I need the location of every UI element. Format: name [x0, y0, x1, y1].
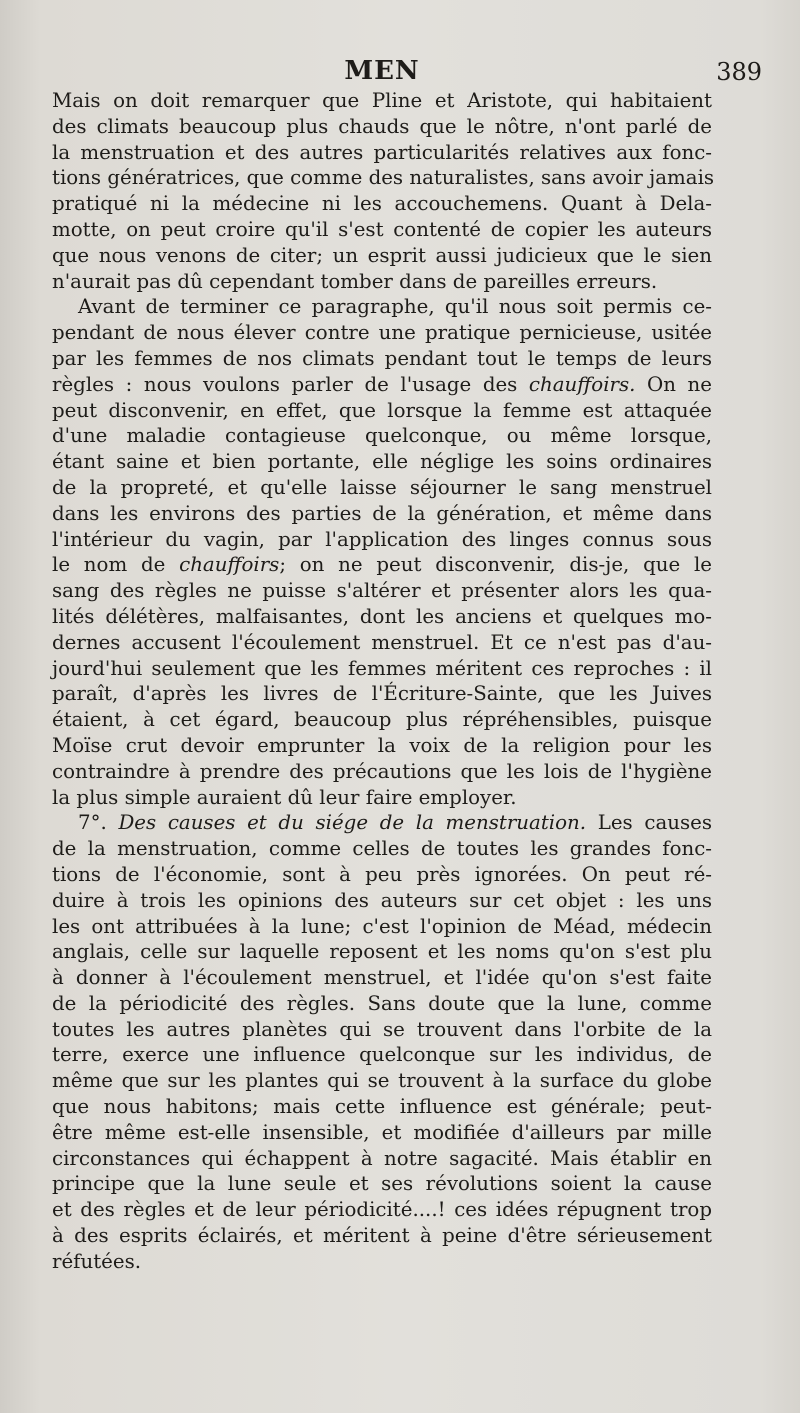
text-line: lités délétères, malfaisantes, dont les anciens et quelques mo- — [52, 604, 712, 628]
text-line: étaient, à cet égard, beaucoup plus répréhensibles, puisque — [52, 708, 712, 732]
text-line: être même est-elle insensible, et modifiée d'ailleurs par mille — [52, 1120, 712, 1144]
text-line: tions de l'économie, sont à peu près ignorées. On peut ré- — [52, 862, 712, 886]
text-line: les ont attribuées à la lune; c'est l'opinion de Méad, médecin — [52, 914, 712, 938]
text-line: de la menstruation, comme celles de toutes les grandes fonc- — [52, 837, 712, 861]
text-line: Moïse crut devoir emprunter la voix de la religion pour les — [52, 733, 712, 757]
text-line: de la périodicité des règles. Sans doute que la lune, comme — [52, 991, 712, 1015]
text-line: étant saine et bien portante, elle néglige les soins ordinaires — [52, 450, 712, 474]
text-line: dans les environs des parties de la génération, et même dans — [52, 501, 712, 525]
text-line: par les femmes de nos climats pendant tout le temps de leurs — [52, 346, 712, 370]
text-line: que nous habitons; mais cette influence est générale; peut- — [52, 1095, 712, 1119]
text-line: et des règles et de leur périodicité....! ces idées répugnent trop — [52, 1198, 712, 1222]
text-line: des climats beaucoup plus chauds que le nôtre, n'ont parlé de — [52, 114, 712, 138]
body-text — [52, 88, 715, 1275]
text-line: principe que la lune seule et ses révolutions soient la cause — [52, 1172, 712, 1196]
italic-text: Des causes et du siége de la menstruation. — [118, 811, 587, 835]
text-line: peut disconvenir, en effet, que lorsque la femme est attaquée — [52, 398, 712, 422]
text-line: anglais, celle sur laquelle reposent et les noms qu'on s'est plu — [52, 940, 712, 964]
text-line: dernes accusent l'écoulement menstruel. Et ce n'est pas d'au- — [52, 630, 712, 654]
italic-text: chauffoirs — [179, 553, 280, 577]
text-line: toutes les autres planètes qui se trouvent dans l'orbite de la — [52, 1017, 712, 1041]
text-line: réfutées. — [52, 1249, 142, 1273]
text-line: la menstruation et des autres particularités relatives aux fonc- — [52, 140, 712, 164]
text-line: à des esprits éclairés, et méritent à peine d'être sérieusement — [52, 1224, 712, 1248]
text-line: même que sur les plantes qui se trouvent à la surface du globe — [52, 1069, 712, 1093]
text-line: règles : nous voulons parler de l'usage des chauffoirs. On ne — [52, 372, 712, 396]
text-line: n'aurait pas dû cependant tomber dans de pareilles erreurs. — [52, 269, 658, 293]
text-line: circonstances qui échappent à notre sagacité. Mais établir en — [52, 1146, 712, 1170]
text-line: pendant de nous élever contre une pratique pernicieuse, usitée — [52, 321, 712, 345]
text-line: que nous venons de citer; un esprit aussi judicieux que le sien — [52, 243, 712, 267]
text-line: d'une maladie contagieuse quelconque, ou même lorsque, — [52, 424, 712, 448]
text-line: le nom de chauffoirs; on ne peut disconvenir, dis-je, que le — [52, 553, 712, 577]
text-line: 7°. Des causes et du siége de la menstruation. Les causes — [78, 811, 712, 835]
text-line: l'intérieur du vagin, par l'application des linges connus sous — [52, 527, 712, 551]
page-header — [52, 56, 762, 90]
text-line: duire à trois les opinions des auteurs sur cet objet : les uns — [52, 888, 712, 912]
text-line: terre, exerce une influence quelconque sur les individus, de — [52, 1043, 712, 1067]
running-title: MEN — [344, 56, 420, 86]
text-line: de la propreté, et qu'elle laisse séjourner le sang menstruel — [52, 475, 712, 499]
italic-text: chauffoirs. — [528, 372, 636, 396]
page-number: 389 — [716, 58, 762, 86]
text-line: motte, on peut croire qu'il s'est contenté de copier les auteurs — [52, 217, 712, 241]
text-line: pratiqué ni la médecine ni les accouchemens. Quant à Dela- — [52, 192, 712, 216]
text-line: à donner à l'écoulement menstruel, et l'idée qu'on s'est faite — [52, 966, 712, 990]
text-line: paraît, d'après les livres de l'Écriture-Sainte, que les Juives — [52, 682, 712, 706]
text-line: jourd'hui seulement que les femmes méritent ces reproches : il — [52, 656, 712, 680]
text-line: Mais on doit remarquer que Pline et Aristote, qui habitaient — [52, 89, 712, 112]
text-line: contraindre à prendre des précautions que les lois de l'hygiène — [52, 759, 712, 783]
text-line: la plus simple auraient dû leur faire employer. — [52, 785, 517, 809]
text-line: sang des règles ne puisse s'altérer et présenter alors les qua- — [52, 579, 712, 603]
text-line: tions génératrices, que comme des naturalistes, sans avoir jamais — [52, 166, 715, 190]
text-line: Avant de terminer ce paragraphe, qu'il nous soit permis ce- — [78, 295, 712, 319]
